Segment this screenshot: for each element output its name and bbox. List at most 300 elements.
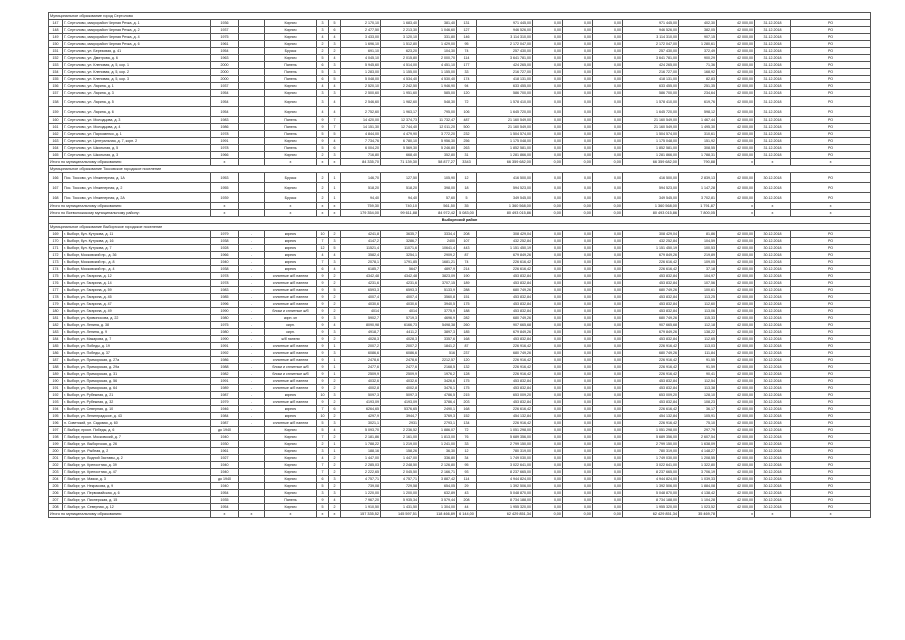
table-cell: 4297,9: [341, 413, 381, 420]
table-cell: 114: [457, 476, 477, 483]
table-cell: 1 147,28: [679, 183, 717, 193]
table-cell: 4: [317, 34, 329, 41]
table-cell: РО: [791, 448, 871, 455]
table-cell: 453 832,84: [623, 308, 679, 315]
table-cell: 112,54: [679, 378, 717, 385]
table-cell: 4 757,71: [341, 476, 381, 483]
table-cell: 0,00: [563, 294, 593, 301]
total-cell: 0,00: [593, 210, 623, 217]
table-cell: 1953: [211, 173, 239, 183]
total-cell: x: [329, 159, 341, 166]
table-cell: 1996: [211, 301, 239, 308]
table-cell: 168: [49, 193, 63, 203]
table-row: [49, 138, 871, 145]
table-cell: 30.12.2018: [755, 315, 791, 322]
table-cell: 0,00: [563, 308, 593, 315]
table-cell: 0,00: [563, 41, 593, 48]
total-cell: 35: [457, 203, 477, 210]
table-cell: 0,00: [533, 357, 563, 364]
table-cell: 173: [49, 259, 63, 266]
table-cell: 0,00: [533, 280, 563, 287]
table-cell: 5498,38: [419, 322, 457, 329]
table-cell: 0,00: [533, 308, 563, 315]
table-row: [49, 420, 871, 427]
table-cell: 11071,6: [381, 245, 419, 252]
table-cell: 623,20: [381, 48, 419, 55]
table-row: [49, 455, 871, 462]
table-cell: 0,00: [563, 173, 593, 183]
table-cell: 1841,2: [419, 343, 457, 350]
table-cell: РО: [791, 385, 871, 392]
table-cell: 3334,4: [419, 231, 457, 238]
table-cell: 226 916,42: [623, 343, 679, 350]
table-cell: [239, 124, 265, 131]
table-cell: 4014: [381, 308, 419, 315]
housing-register-table: [48, 12, 871, 518]
table-cell: Г. Сертолово, ул. Дмитрова, д. 6: [63, 55, 211, 62]
table-cell: 0,00: [563, 392, 593, 399]
table-cell: 42 000,00: [717, 448, 755, 455]
table-row: [49, 469, 871, 476]
table-cell: 0,00: [593, 343, 623, 350]
table-cell: 585,00: [419, 90, 457, 97]
table-cell: 5376,65: [381, 406, 419, 413]
table-cell: 3: [329, 329, 341, 336]
total-cell: x: [791, 203, 871, 210]
table-cell: 42 000,00: [717, 90, 755, 97]
table-cell: Панель: [265, 76, 317, 83]
table-cell: 424 265,00: [623, 62, 679, 69]
table-cell: 191: [49, 385, 63, 392]
table-cell: 0,00: [563, 364, 593, 371]
table-cell: Г. Сертолово, ул. Молодцова, д. 3: [63, 117, 211, 124]
table-cell: 203: [457, 399, 477, 406]
table-cell: 3: [329, 420, 341, 427]
table-cell: 71,36: [679, 62, 717, 69]
table-cell: 42 000,00: [717, 231, 755, 238]
table-cell: 4: [329, 322, 341, 329]
table-row: [49, 322, 871, 329]
table-cell: 2: [317, 152, 329, 159]
table-cell: сплитные ж/б панели: [265, 378, 317, 385]
table-cell: 3944,7: [381, 413, 419, 420]
table-cell: 1: [329, 183, 341, 193]
table-cell: 0,00: [593, 27, 623, 34]
table-cell: 5 093,70: [341, 427, 381, 434]
table-cell: 0,00: [533, 152, 563, 159]
table-cell: 4231,6: [381, 280, 419, 287]
table-cell: 4: [329, 55, 341, 62]
total-cell: 5 083,00: [457, 210, 477, 217]
table-cell: 42 000,00: [717, 259, 755, 266]
table-cell: Кирпич: [265, 107, 317, 117]
table-cell: 205: [49, 483, 63, 490]
total-cell: x: [265, 203, 317, 210]
table-cell: 1940: [211, 462, 239, 469]
table-cell: кирпич: [265, 231, 317, 238]
table-cell: 172: [49, 252, 63, 259]
table-cell: 398,00: [419, 183, 457, 193]
table-cell: 453 832,84: [477, 378, 533, 385]
table-cell: 146,70: [341, 173, 381, 183]
table-cell: 619,76: [679, 97, 717, 107]
table-cell: Панель: [265, 497, 317, 504]
table-cell: 0,00: [563, 55, 593, 62]
table-cell: 114: [457, 55, 477, 62]
table-row: [49, 441, 871, 448]
table-cell: 7: [317, 259, 329, 266]
table-cell: 5 945,60: [341, 62, 381, 69]
table-cell: 2 236,52: [381, 427, 419, 434]
table-cell: 0,00: [533, 20, 563, 27]
table-cell: 0,00: [533, 90, 563, 97]
table-cell: 9: [317, 371, 329, 378]
table-cell: 1: [329, 357, 341, 364]
table-cell: 0,00: [563, 34, 593, 41]
table-cell: Пос. Токсово, ул. Инженерная, д. 2А: [63, 193, 211, 203]
table-cell: 4 138,42: [679, 490, 717, 497]
table-cell: 31.12.2018: [755, 55, 791, 62]
table-cell: 3: [329, 62, 341, 69]
table-cell: 6593,3: [381, 287, 419, 294]
table-cell: -: [239, 357, 265, 364]
table-cell: -: [239, 287, 265, 294]
table-cell: РО: [791, 83, 871, 90]
table-cell: 18: [457, 183, 477, 193]
table-cell: 0,00: [593, 259, 623, 266]
table-cell: 3 022 641,00: [623, 462, 679, 469]
table-cell: 0,00: [563, 97, 593, 107]
table-cell: [239, 469, 265, 476]
table-cell: 0,00: [593, 287, 623, 294]
table-cell: 1 220,00: [341, 490, 381, 497]
table-cell: 174: [49, 266, 63, 273]
table-cell: 0,00: [563, 231, 593, 238]
table-cell: 12: [457, 173, 477, 183]
total-cell: 0,00: [533, 203, 563, 210]
table-cell: Кирпич: [265, 83, 317, 90]
table-cell: 216 727,00: [477, 69, 533, 76]
table-cell: 691,10: [341, 48, 381, 55]
table-cell: 349 545,00: [477, 193, 533, 203]
table-cell: г. Выборг, ул. Кривоносова, д. 22: [63, 315, 211, 322]
table-cell: 9: [317, 322, 329, 329]
table-cell: 1 447,00: [341, 455, 381, 462]
table-cell: 679 849,26: [477, 329, 533, 336]
table-cell: 4696,9: [419, 315, 457, 322]
table-cell: Г. Сертолово, ул. Пархоменко, д. 1: [63, 131, 211, 138]
table-cell: РО: [791, 152, 871, 159]
table-cell: Г. Выборг, ул. Водной Заставы, д. 2: [63, 455, 211, 462]
table-cell: 42 000,00: [717, 193, 755, 203]
table-cell: сплитные ж/б панели: [265, 399, 317, 406]
table-cell: РО: [791, 55, 871, 62]
table-cell: 3: [317, 20, 329, 27]
table-cell: -: [239, 273, 265, 280]
table-cell: 113,38: [679, 385, 717, 392]
total-cell: 1 360 568,00: [623, 203, 679, 210]
table-cell: 3426,6: [419, 378, 457, 385]
table-cell: -: [239, 413, 265, 420]
table-cell: 30.12.2018: [755, 469, 791, 476]
table-cell: 3823,09: [419, 273, 457, 280]
table-cell: 2: [329, 336, 341, 343]
table-cell: 594 523,00: [477, 183, 533, 193]
table-cell: 42 000,00: [717, 138, 755, 145]
table-cell: 151,92: [679, 138, 717, 145]
table-cell: 5719,3: [381, 315, 419, 322]
table-cell: 42 000,00: [717, 364, 755, 371]
table-cell: 516: [419, 350, 457, 357]
table-cell: г. Выборг, ул. Макарова, д. 7: [63, 336, 211, 343]
table-cell: 418 131,00: [477, 76, 533, 83]
table-cell: 0,00: [593, 273, 623, 280]
table-cell: 453 832,84: [623, 378, 679, 385]
table-cell: 1 046,60: [419, 27, 457, 34]
table-row: [49, 301, 871, 308]
table-cell: 1937: [211, 83, 239, 90]
table-cell: 185: [457, 329, 477, 336]
table-cell: Г. Выборг, ул. Северная, д. 12: [63, 504, 211, 511]
table-cell: 0,00: [593, 280, 623, 287]
table-cell: 42 000,00: [717, 107, 755, 117]
table-cell: 0,00: [563, 252, 593, 259]
table-cell: 179: [49, 301, 63, 308]
table-cell: 0,00: [593, 34, 623, 41]
total-cell: 0,00: [563, 210, 593, 217]
table-cell: 2: [329, 385, 341, 392]
table-row: [49, 131, 871, 138]
table-cell: 1979: [211, 231, 239, 238]
table-cell: 4147,2: [341, 238, 381, 245]
total-cell: x: [755, 159, 791, 166]
table-cell: сплитные ж/б панели: [265, 287, 317, 294]
table-cell: 1987: [211, 420, 239, 427]
table-cell: 167: [49, 183, 63, 193]
table-cell: 30.12.2018: [755, 308, 791, 315]
table-cell: 0,00: [593, 392, 623, 399]
table-cell: РО: [791, 343, 871, 350]
table-cell: 226 916,42: [477, 343, 533, 350]
table-cell: 257 430,00: [623, 48, 679, 55]
table-cell: 453 832,84: [477, 399, 533, 406]
table-cell: 153: [49, 62, 63, 69]
table-cell: 1954: [211, 90, 239, 97]
total-row: [49, 203, 871, 210]
total-cell: x: [791, 159, 871, 166]
table-cell: 31.12.2018: [755, 20, 791, 27]
table-cell: 1 151 450,19: [623, 245, 679, 252]
table-cell: 0,00: [563, 245, 593, 252]
table-cell: 8 734 188,00: [477, 497, 533, 504]
table-cell: 0,00: [593, 378, 623, 385]
table-cell: 202: [49, 462, 63, 469]
table-cell: 2007,2: [381, 343, 419, 350]
table-cell: 4: [317, 252, 329, 259]
table-cell: 9: [317, 357, 329, 364]
table-cell: 5: [317, 145, 329, 152]
table-cell: 42 000,00: [717, 392, 755, 399]
total-row: [49, 159, 871, 166]
table-cell: сплитные ж/б панели: [265, 350, 317, 357]
table-cell: 1978: [211, 273, 239, 280]
table-cell: 1 208,55: [679, 455, 717, 462]
table-cell: 0,00: [593, 266, 623, 273]
table-cell: 91,55: [679, 357, 717, 364]
table-cell: 0,00: [593, 406, 623, 413]
table-cell: 900,29: [679, 55, 717, 62]
table-cell: 0,00: [593, 448, 623, 455]
table-cell: 43: [457, 490, 477, 497]
table-cell: 1 322,80: [679, 462, 717, 469]
table-cell: 352,80: [419, 152, 457, 159]
table-cell: 5: [329, 76, 341, 83]
table-cell: 2000: [211, 62, 239, 69]
table-row: [49, 152, 871, 159]
table-cell: 7: [317, 406, 329, 413]
table-cell: 226 916,42: [623, 371, 679, 378]
table-cell: 9: [317, 117, 329, 124]
table-cell: 174: [457, 76, 477, 83]
table-cell: 3 022 641,00: [477, 462, 533, 469]
table-cell: [239, 490, 265, 497]
table-cell: 31.12.2018: [755, 124, 791, 131]
table-cell: 1 241,00: [419, 441, 457, 448]
table-cell: 3254,1: [381, 252, 419, 259]
table-cell: 5 569,30: [381, 145, 419, 152]
table-cell: 4786,5: [419, 392, 457, 399]
table-cell: 214: [457, 266, 477, 273]
table-cell: РО: [791, 476, 871, 483]
table-cell: Кирпич: [265, 90, 317, 97]
table-cell: 0,00: [593, 329, 623, 336]
table-cell: 0,00: [563, 183, 593, 193]
table-cell: 30.12.2018: [755, 483, 791, 490]
table-cell: 30.12.2018: [755, 462, 791, 469]
table-cell: 1 431,50: [381, 504, 419, 511]
table-cell: [239, 131, 265, 138]
table-cell: 2 172 047,00: [477, 41, 533, 48]
table-cell: Г. Выборг, ул. Крепостная, д. 47: [63, 469, 211, 476]
table-row: [49, 280, 871, 287]
table-cell: 198: [49, 434, 63, 441]
table-cell: 42 000,00: [717, 238, 755, 245]
table-cell: 1 504 574,00: [623, 131, 679, 138]
table-cell: 177: [49, 287, 63, 294]
table-cell: 4014: [341, 308, 381, 315]
table-row: [49, 504, 871, 511]
total-cell: x: [717, 203, 755, 210]
table-cell: 0,00: [533, 364, 563, 371]
table-cell: 1954: [211, 97, 239, 107]
table-cell: 4 944 824,00: [477, 476, 533, 483]
table-cell: 0,00: [563, 20, 593, 27]
table-cell: 1 467,44: [679, 117, 717, 124]
table-cell: 336,80: [419, 455, 457, 462]
table-cell: [239, 41, 265, 48]
total-cell: x: [317, 210, 329, 217]
table-cell: 2: [329, 273, 341, 280]
table-cell: 487: [457, 117, 477, 124]
total-cell: [239, 210, 265, 217]
table-cell: 500: [457, 124, 477, 131]
table-cell: 171: [49, 245, 63, 252]
total-cell: 0,00: [533, 511, 563, 518]
table-cell: 263: [457, 145, 477, 152]
table-cell: 57,60: [419, 193, 457, 203]
table-cell: -: [239, 238, 265, 245]
table-cell: 5647: [381, 266, 419, 273]
table-cell: 946 526,00: [623, 27, 679, 34]
table-cell: 251,35: [679, 83, 717, 90]
table-cell: г. Выборг, ул. Гагарина, д. 45: [63, 294, 211, 301]
total-cell: 561,50: [419, 203, 457, 210]
table-cell: 1 155,00: [381, 69, 419, 76]
table-row: [49, 145, 871, 152]
table-cell: 349 545,00: [623, 193, 679, 203]
table-cell: 2: [329, 48, 341, 55]
table-cell: 0,00: [533, 441, 563, 448]
table-cell: 453 832,84: [477, 308, 533, 315]
table-cell: 1 963,17: [381, 107, 419, 117]
table-cell: 42 000,00: [717, 357, 755, 364]
table-cell: [239, 138, 265, 145]
table-cell: 454 132,84: [623, 413, 679, 420]
table-cell: Панель: [265, 131, 317, 138]
table-cell: 0,00: [593, 476, 623, 483]
table-cell: 42 000,00: [717, 497, 755, 504]
table-cell: 0,00: [563, 117, 593, 124]
table-row: [49, 173, 871, 183]
table-cell: 128,10: [679, 392, 717, 399]
table-cell: 188,16: [341, 448, 381, 455]
table-cell: 5133,9: [419, 287, 457, 294]
table-row: [49, 90, 871, 97]
table-cell: 7 967,20: [341, 497, 381, 504]
table-cell: 112,60: [679, 301, 717, 308]
table-cell: 2509,9: [381, 371, 419, 378]
table-cell: 2: [329, 294, 341, 301]
table-cell: 4: [329, 266, 341, 273]
table-cell: 204: [49, 476, 63, 483]
total-cell: 1 791,87: [679, 203, 717, 210]
table-cell: 134: [457, 420, 477, 427]
table-cell: 0,00: [563, 343, 593, 350]
table-cell: 0,00: [563, 497, 593, 504]
table-cell: 208: [457, 231, 477, 238]
table-cell: РО: [791, 41, 871, 48]
table-cell: 0,00: [563, 69, 593, 76]
table-cell: Г. Выборг, ул. Первомайская, д. 6: [63, 490, 211, 497]
table-cell: РО: [791, 378, 871, 385]
table-cell: 680 749,26: [477, 350, 533, 357]
table-cell: РО: [791, 441, 871, 448]
table-cell: -: [239, 406, 265, 413]
table-cell: Кирпич: [265, 434, 317, 441]
table-cell: 208: [49, 504, 63, 511]
table-cell: 21 160 549,00: [623, 117, 679, 124]
table-cell: 93: [457, 469, 477, 476]
total-cell: x: [755, 511, 791, 518]
table-cell: 72: [457, 97, 477, 107]
table-cell: РО: [791, 231, 871, 238]
table-cell: 518,20: [381, 183, 419, 193]
table-cell: 0,00: [563, 48, 593, 55]
table-cell: 2: [329, 469, 341, 476]
total-cell: x: [791, 511, 871, 518]
table-cell: 2 248,50: [381, 462, 419, 469]
table-cell: РО: [791, 462, 871, 469]
